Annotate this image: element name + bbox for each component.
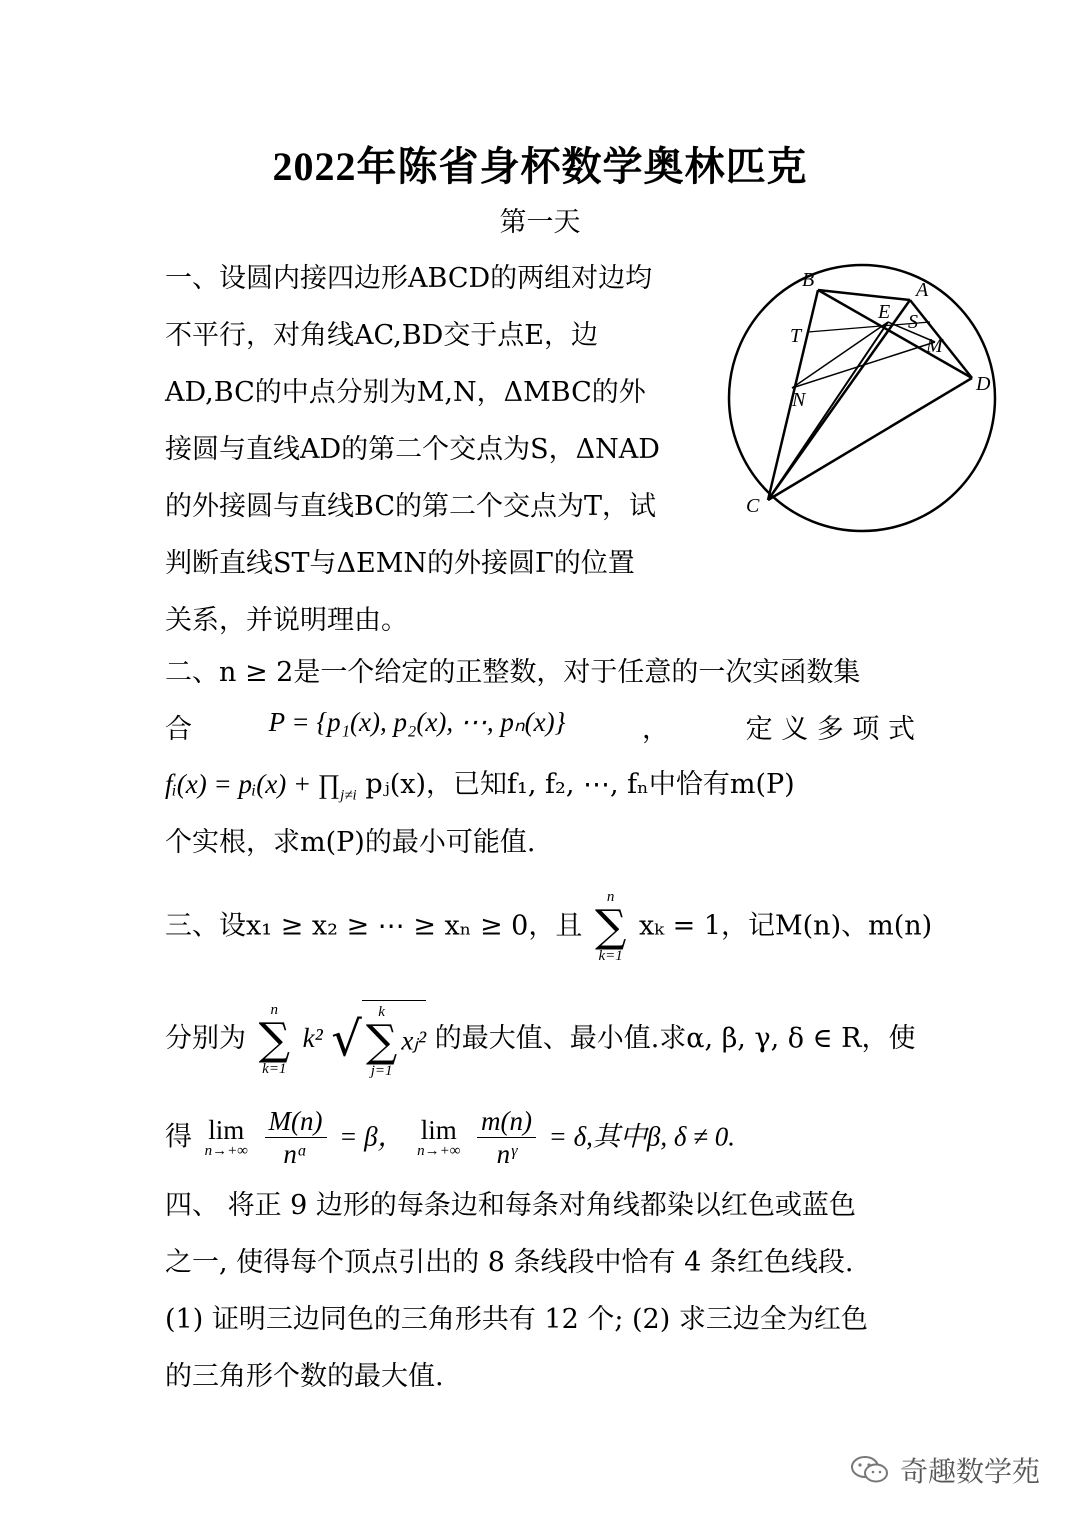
problem-3-line-3 [165, 1105, 735, 1171]
problem-4-line: 四、 将正 9 边形的每条边和每条对角线都染以红色或蓝色 [165, 1190, 856, 1221]
limit-2 [417, 1114, 461, 1159]
title-year: 2022 [272, 144, 357, 189]
sum-lower: k=1 [262, 1060, 287, 1077]
label-D: D [976, 373, 991, 395]
problem-1-line: 的外接圆与直线BC的第二个交点为T，试 [165, 491, 657, 522]
problem-4-line: 之一, 使得每个顶点引出的 8 条线段中恰有 4 条红色线段. [165, 1247, 854, 1278]
page-subtitle: 第一天 [499, 207, 581, 238]
fraction-m [477, 1105, 536, 1171]
f-definition: fᵢ(x) = pᵢ(x) + ∏ [165, 769, 341, 799]
problem-3-respectively: 分别为 [165, 1023, 246, 1054]
problem-1-line: 判断直线ST与ΔEMN的外接圆Γ的位置 [165, 548, 635, 579]
wechat-icon [850, 1454, 890, 1486]
problem-2-line-2 [165, 707, 915, 746]
summation-outer [259, 1003, 290, 1077]
geometry-figure [720, 260, 1010, 540]
sigma-icon: ∑ [594, 901, 627, 952]
problem-2-line-3 [165, 762, 795, 804]
problem-1-line: AD,BC的中点分别为M,N，ΔMBC的外 [165, 377, 646, 408]
problem-4 [165, 1177, 868, 1405]
sum-lower: k=1 [598, 948, 623, 964]
lim-subscript: n→+∞ [204, 1142, 248, 1159]
line-CE [768, 322, 888, 500]
title-text: 年陈省身杯数学奥林匹克 [356, 143, 808, 190]
summation-k [595, 890, 626, 964]
product-subscript: j≠i [340, 787, 357, 804]
problem-3-cond: xₖ = 1，记M(n)、m(n) [638, 910, 933, 942]
problem-2-line-4: 个实根，求m(P)的最小可能值. [165, 827, 536, 858]
label-S: S [908, 311, 918, 333]
x-j-squared: xⱼ² [401, 1025, 427, 1056]
problem-1 [165, 250, 660, 649]
label-C: C [746, 495, 760, 517]
summation-inner [366, 1005, 397, 1079]
sigma-icon: ∑ [258, 1013, 291, 1065]
problem-4-line: 的三角形个数的最大值. [165, 1361, 444, 1392]
define-polynomial: 定 义 多 项 式 [745, 714, 915, 745]
line-NM [792, 342, 935, 388]
problem-1-line: 关系，并说明理由。 [165, 605, 408, 636]
sum2-lower: j=1 [370, 1063, 393, 1079]
sqrt-icon: √ [331, 1011, 362, 1068]
problem-3-line-1 [165, 890, 932, 964]
lim-word: lim [208, 1114, 245, 1145]
sum-upper: n [270, 1001, 279, 1018]
eq-beta: = β， [339, 1121, 405, 1152]
fraction-M [265, 1105, 327, 1171]
problem-1-line: 不平行，对角线AC,BD交于点E，边 [165, 320, 598, 351]
radicand [362, 1000, 426, 1079]
frac-denominator: nᵞ [496, 1139, 517, 1170]
label-B: B [802, 269, 815, 291]
comma: ， [642, 714, 669, 745]
problem-4-line: (1) 证明三边同色的三角形共有 12 个; (2) 求三边全为红色 [165, 1304, 868, 1335]
diagonal-BD [818, 290, 972, 378]
lim-subscript: n→+∞ [417, 1142, 461, 1159]
frac-numerator: M(n) [265, 1105, 327, 1138]
sigma-icon: ∑ [365, 1016, 398, 1067]
problem-3-line-2 [165, 1000, 916, 1079]
label-M: M [926, 335, 943, 357]
eq-delta: = δ,其中β, δ ≠ 0. [548, 1121, 735, 1152]
problem-3-ask: 的最大值、最小值.求α, β, γ, δ ∈ R，使 [434, 1023, 916, 1054]
sum2-upper: k [378, 1004, 385, 1020]
label-A: A [916, 279, 929, 301]
page-title [0, 135, 1080, 192]
watermark [850, 1450, 1040, 1490]
watermark-text: 奇趣数学苑 [899, 1455, 1040, 1488]
problem-3-setup: 三、设x₁ ≥ x₂ ≥ ⋯ ≥ xₙ ≥ 0，且 [165, 910, 583, 942]
lim-word: lim [420, 1114, 457, 1145]
problem-1-line: 一、设圆内接四边形ABCD的两组对边均 [165, 263, 653, 294]
problem-3-de: 得 [165, 1121, 192, 1153]
line-NE [792, 322, 888, 388]
label-E: E [878, 301, 891, 323]
problem-2-he: 合 [165, 714, 192, 745]
set-P: P = {p₁(x), p₂(x), ⋯, pₙ(x)} [268, 707, 566, 737]
problem-2-given: pⱼ(x)，已知f₁, f₂, ⋯, fₙ中恰有m(P) [365, 769, 795, 800]
frac-numerator: m(n) [477, 1105, 536, 1138]
label-N: N [792, 389, 806, 411]
problem-2-line-1: 二、n ≥ 2是一个给定的正整数，对于任意的一次实函数集 [165, 657, 861, 688]
k-squared: k² [302, 1023, 323, 1053]
sum-upper: n [606, 889, 615, 905]
label-T: T [790, 325, 802, 347]
limit-1 [204, 1114, 248, 1159]
frac-denominator: nᵅ [283, 1139, 308, 1170]
problem-1-line: 接圆与直线AD的第二个交点为S，ΔNAD [165, 434, 660, 465]
